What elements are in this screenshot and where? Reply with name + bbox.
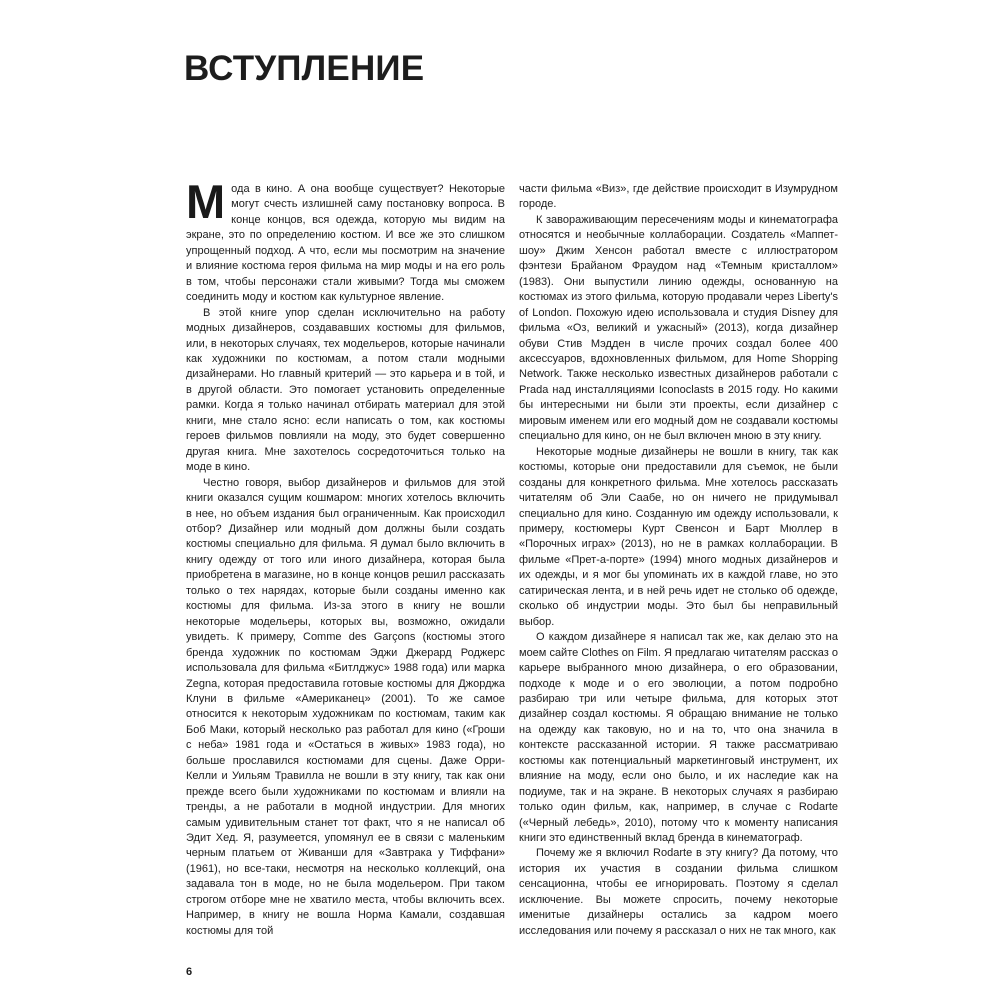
brand-comme-des-garcons: Comme des Garçons [303, 631, 416, 644]
paragraph-book-focus-text: В этой книге упор сделан исключительно на работу модных дизайнеров, создававших костюмы для фильмов, или, в некоторых случаях, тех модельеров, которые начинали как художники по костюмам, а потом стали модными дизайнерами. Но главный критерий — это карьера и в той, и в другой области. Это помогает установить определенные рамки. Когда я только начинал отбирать материал для этой книги, мне стало ясно: если написать о том, как костюмы героев фильмов повлияли на моду, это будет совершенно другая книга. Мне захотелось сосредоточиться только на моде в кино. [186, 306, 505, 474]
page-title: ВСТУПЛЕНИЕ [184, 49, 425, 89]
brand-libertys-of-london: Liberty's of London [519, 291, 838, 319]
drop-cap-letter: М [186, 175, 226, 228]
paragraph-collaborations-part4: . Также несколько известных дизайнеров работали с [559, 368, 838, 381]
brand-rodarte-first-mention: Rodarte [798, 801, 838, 814]
paragraph-method-part2: . Я предлагаю читателям рассказ о карьере выбранного мною дизайнера, о его образовании, подходе к моде и о его эволюции, а потом подробно разбираю три или четыре фильма, для которых этот дизайнер создал костюмы. Я обращаю внимание не только на одежду как таковую, но и на то, что она значила в контексте рассказанной истории. Я также рассматриваю костюмы как потенциальный маркетинговый инструмент, их влияние на моду, если оно было, и их наследие как на подиуме, так и на экране. В некоторых случаях я разбираю только один фильм, как, например, в случае с [519, 646, 838, 814]
paragraph-collaborations-part3: для фильма «Оз, великий и ужасный» (2013), когда дизайнер обуви Стив Мэдден в числе прочих создал более 400 аксессуаров, вдохновленных фильмом, для [519, 306, 838, 365]
brand-home-shopping-network: Home Shopping Network [519, 352, 838, 381]
brand-disney: Disney [781, 306, 816, 319]
paragraph-selection-text-part2: (костюмы этого бренда художник по костюмам Эджи Джерард Роджерс использовала для фильма «Битлджус» 1988 года) или марка [186, 631, 505, 675]
brand-rodarte-second-mention: Rodarte [653, 847, 693, 860]
brand-zegna: Zegna [186, 677, 218, 690]
left-column-text [186, 175, 505, 939]
paragraph-collaborations-part6: в 2015 году. Но какими бы интересными ни были эти проекты, если дизайнер с мировым именем или его модный дом не создавали костюмы специально для кино, он не был включен мною в эту книгу. [519, 383, 839, 443]
paragraph-intro-text: ода в кино. А она вообще существует? Некоторые могут счесть излишней саму постановку вопроса. В конце концов, вся одежда, которую мы видим на экране, это по определению костюм. И все же это слишком упрощенный подход. А что, если мы посмотрим на значение и влияние костюма героя фильма на мир моды и на его роль в том, чтобы персонажи стали живыми? Тогда мы сможем соединить моду и костюм как культурное явление. [186, 183, 505, 304]
paragraph-rodarte-rationale-part2: в эту книгу? Да потому, что история их участия в создании фильма слишком сенсационна, чтобы ее игнорировать. Поэтому я сделал исключение. Вы можете спросить, почему некоторые именитые дизайнеры остались за кадром моего исследования или почему я рассказал о них не так много, как [519, 847, 838, 937]
text-columns [186, 175, 839, 964]
brand-iconoclasts: Iconoclasts [658, 383, 714, 396]
paragraph-book-focus [186, 306, 505, 476]
paragraph-collaborations-part1: К завораживающим пересечениям моды и кинематографа относятся и необычные коллаборации. Создатель «Маппет-шоу» Джим Хенсон работал вместе с иллюстратором фэнтези Брайаном Фраудом над «Темным кристаллом» (1983). Они выпустили линию одежды, основанную на костюмах из этого фильма, которую продавали через [519, 213, 838, 304]
paragraph-selection-text-part3: , которая предоставила готовые костюмы для Джорджа Клуни в фильме «Американец» (2001). То же самое относится к некоторым художникам по костюмам, таким как Боб Маки, который несколько раз работал для кино («Гроши с неба» 1981 года и «Остаться в живых» 1983 года), но больше прославился костюмами для сцены. Даже Орри-Келли и Уильям Травилла не вошли в эту книгу, так как они прежде всего были художниками по костюмам и влияли на тренды, а не работали в модной индустрии. Для многих самым удивительным станет тот факт, что я не написал об Эдит Хед. Я, разумеется, упомянул ее в связи с маленьким черным платьем от Живанши для «Завтрака у Тиффани» (1961), но все-таки, несмотря на несколько коллекций, она задавала тон в моде, но не была модельером. При таком строгом отборе мне не хватило места, чтобы включить всех. Например, в книгу не вошла Норма Камали, создавшая костюмы для той [186, 677, 505, 937]
paragraph-selection-text-part1: Честно говоря, выбор дизайнеров и фильмов для этой книги оказался сущим кошмаром: многих хотелось включить в нее, но объем издания был ограниченным. Как происходил отбор? Дизайнер или модный дом должны были создать костюмы специально для фильма. Я думал было включить в книгу одежду от того или иного дизайнера, которая была приобретена в магазине, но в конце концов решил рассказать только о тех нарядах, которые были созданы именно как костюмы для фильма. Из-за этого в книгу не вошли некоторые модельеры, которых вы, возможно, ожидали увидеть. К примеру, [186, 476, 505, 644]
paragraph-wiz-continuation-text: части фильма «Виз», где действие происходит в Изумрудном городе. [519, 183, 838, 211]
left-column [186, 175, 505, 964]
right-column-text [519, 182, 838, 939]
paragraph-collaborations-part2: . Похожую идею использовала и студия [568, 306, 782, 319]
paragraph-wiz-continuation [519, 182, 838, 213]
brand-prada: Prada [519, 383, 549, 396]
paragraph-collaborations-part5: над инсталляциями [548, 383, 659, 396]
paragraph-method-part3: («Черный лебедь», 2010), потому что к моменту написания книги это единственный вклад бренда в кинематограф. [519, 816, 838, 845]
paragraph-method [519, 630, 838, 846]
paragraph-rodarte-rationale [519, 846, 838, 939]
right-column [519, 182, 838, 964]
paragraph-excluded-designers-text: Некоторые модные дизайнеры не вошли в книгу, так как костюмы, которые они предоставили для съемок, не были созданы для конкретного фильма. Мне хотелось рассказать читателям об Эли Саабе, но он ничего не придумывал специально для кино. Созданную им одежду использовали, к примеру, костюмеры Курт Свенсон и Барт Мюллер в «Порочных играх» (2013), но не в рамках коллаборации. В фильме «Прет-а-порте» (1994) много модных дизайнеров и их одежды, и я мог бы упоминать их в каждой главе, но это сатирическая лента, и в ней речь идет не столько об одежде, сколько об индустрии моды. Это был бы неправильный выбор. [519, 445, 838, 628]
paragraph-intro [186, 175, 505, 306]
page-number: 6 [186, 966, 193, 978]
paragraph-selection [186, 476, 505, 940]
paragraph-excluded-designers [519, 445, 838, 630]
brand-clothes-on-film: Clothes on Film [581, 646, 658, 659]
paragraph-collaborations [519, 213, 838, 445]
paragraph-rodarte-rationale-part1: Почему же я включил [536, 847, 654, 860]
paragraph-method-part1: О каждом дизайнере я написал так же, как делаю это на моем сайте [519, 631, 838, 659]
